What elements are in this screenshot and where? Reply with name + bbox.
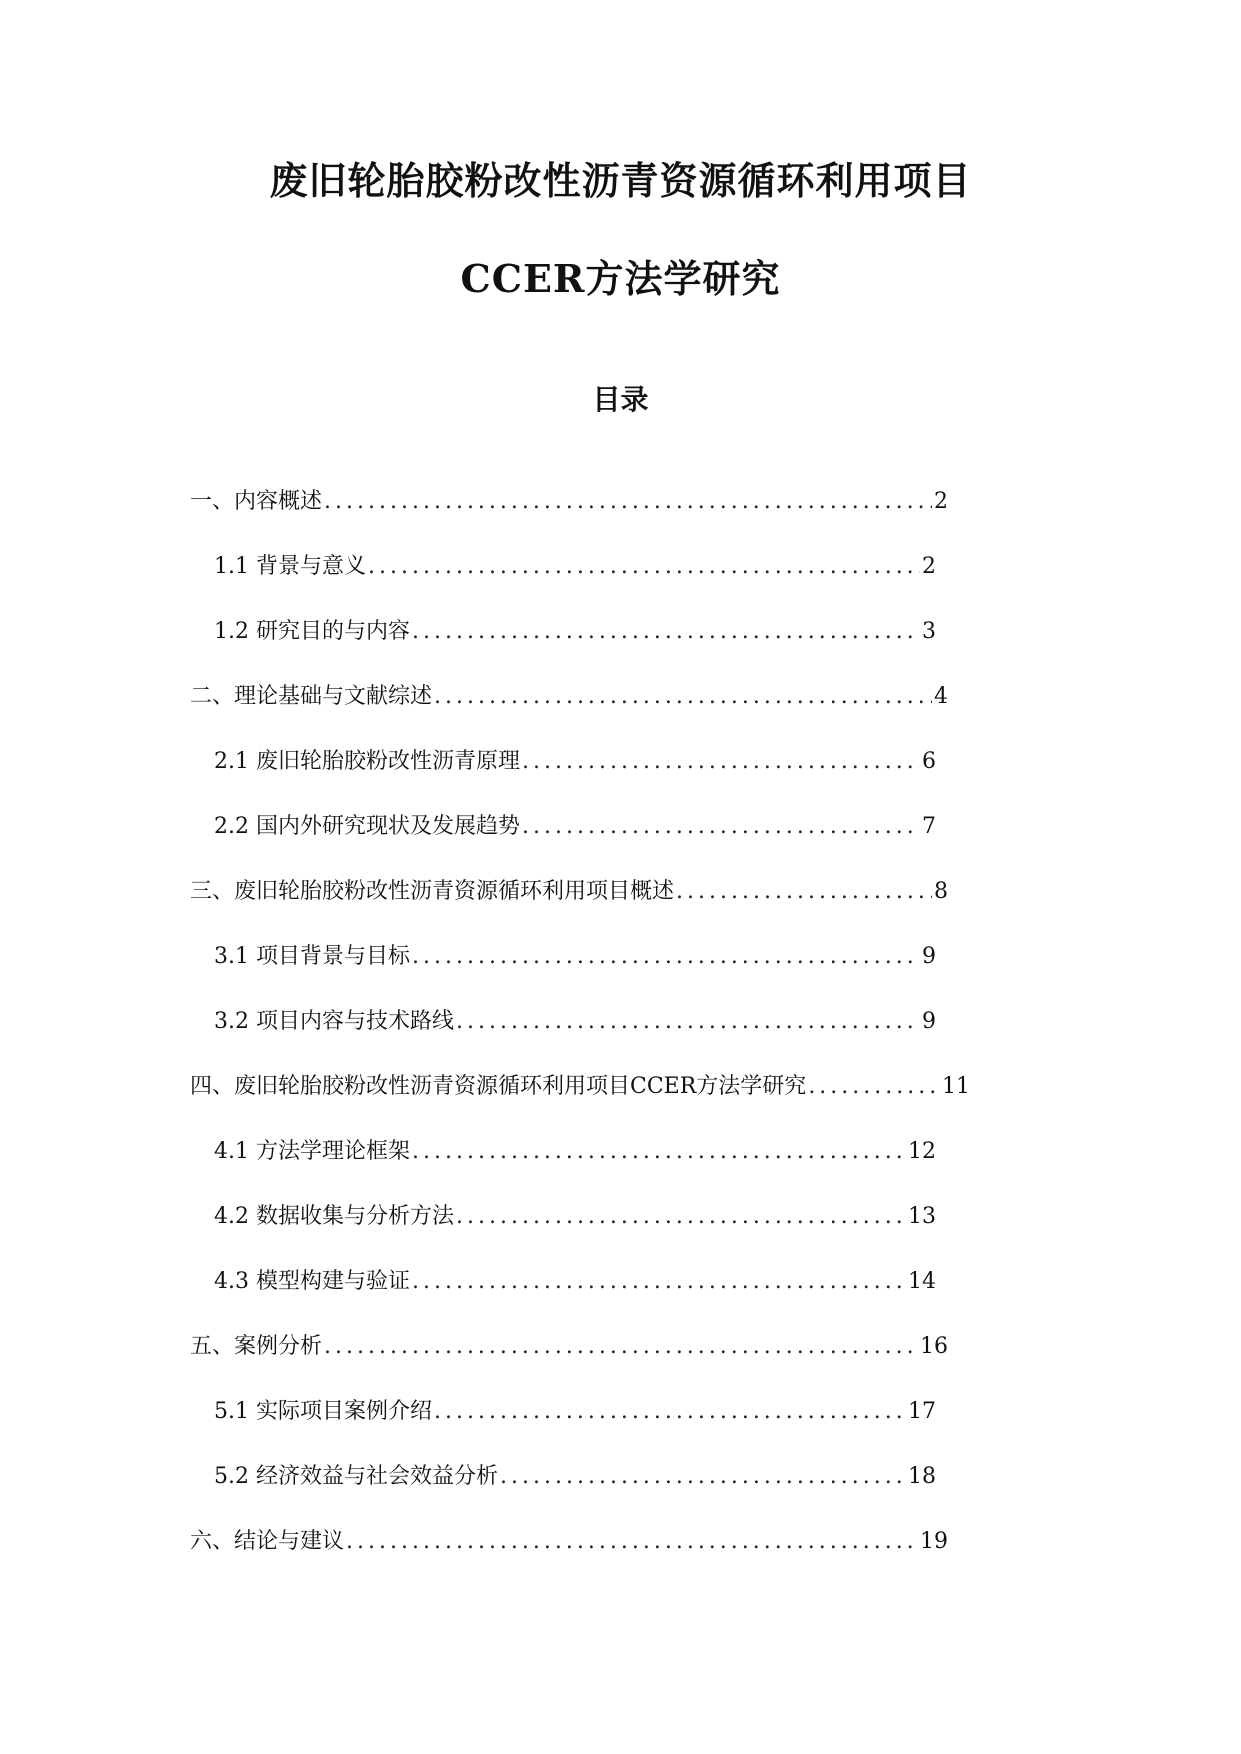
toc-leader-dots (412, 619, 920, 644)
toc-leader-dots (522, 749, 920, 774)
toc-entry-5-2[interactable] (190, 1459, 936, 1524)
document-title-line-2: CCER方法学研究 (460, 256, 781, 301)
toc-entry-1[interactable] (190, 484, 948, 549)
document-title-line-1: 废旧轮胎胶粉改性沥青资源循环利用项目 (269, 158, 972, 203)
toc-page-number: 9 (922, 1009, 936, 1034)
toc-entry-2-1[interactable] (190, 744, 936, 809)
toc-page-number: 13 (908, 1204, 936, 1229)
toc-entry-5[interactable] (190, 1329, 948, 1394)
toc-page-number: 16 (920, 1334, 948, 1359)
toc-entry-4[interactable] (190, 1069, 970, 1134)
toc-entry-3-1[interactable] (190, 939, 936, 1004)
toc-leader-dots (324, 489, 932, 514)
toc-entry-label: 1.2 研究目的与内容 (214, 619, 411, 644)
toc-page-number: 12 (908, 1139, 936, 1164)
toc-entry-label: 4.3 模型构建与验证 (214, 1269, 411, 1294)
toc-leader-dots (808, 1074, 940, 1099)
toc-leader-dots (412, 1139, 906, 1164)
toc-leader-dots (434, 1399, 906, 1424)
toc-entry-label: 二、理论基础与文献综述 (190, 684, 433, 709)
toc-entry-4-3[interactable] (190, 1264, 936, 1329)
toc-entry-4-2[interactable] (190, 1199, 936, 1264)
toc-page-number: 19 (920, 1529, 948, 1554)
toc-page-number: 3 (922, 619, 936, 644)
toc-entry-label: 2.1 废旧轮胎胶粉改性沥青原理 (214, 749, 521, 774)
toc-leader-dots (412, 1269, 906, 1294)
toc-leader-dots (456, 1204, 906, 1229)
toc-leader-dots (324, 1334, 918, 1359)
toc-heading: 目录 (592, 383, 649, 416)
toc-entry-label: 三、废旧轮胎胶粉改性沥青资源循环利用项目概述 (190, 879, 675, 904)
toc-leader-dots (522, 814, 920, 839)
toc-entry-5-1[interactable] (190, 1394, 936, 1459)
toc-entry-3[interactable] (190, 874, 948, 939)
toc-page-number: 7 (922, 814, 936, 839)
toc-leader-dots (676, 879, 932, 904)
toc-entry-label: 四、废旧轮胎胶粉改性沥青资源循环利用项目CCER方法学研究 (190, 1074, 807, 1099)
toc-page-number: 18 (908, 1464, 936, 1489)
toc-leader-dots (434, 684, 932, 709)
toc-leader-dots (368, 554, 920, 579)
toc-page-number: 8 (934, 879, 948, 904)
toc-entry-label: 六、结论与建议 (190, 1529, 345, 1554)
toc-page-number: 2 (934, 489, 948, 514)
toc-page-number: 11 (942, 1074, 970, 1099)
toc-page-number: 14 (908, 1269, 936, 1294)
toc-entry-6[interactable] (190, 1524, 948, 1589)
toc-page-number: 9 (922, 944, 936, 969)
toc-page-number: 6 (922, 749, 936, 774)
toc-page-number: 17 (908, 1399, 936, 1424)
toc-entry-1-1[interactable] (190, 549, 936, 614)
toc-entry-3-2[interactable] (190, 1004, 936, 1069)
toc-entry-label: 3.1 项目背景与目标 (214, 944, 411, 969)
table-of-contents (190, 484, 970, 1589)
toc-entry-2-2[interactable] (190, 809, 936, 874)
toc-entry-1-2[interactable] (190, 614, 936, 679)
toc-leader-dots (456, 1009, 920, 1034)
toc-entry-label: 五、案例分析 (190, 1334, 323, 1359)
toc-leader-dots (346, 1529, 918, 1554)
toc-page-number: 4 (934, 684, 948, 709)
toc-entry-label: 5.2 经济效益与社会效益分析 (214, 1464, 499, 1489)
toc-entry-label: 5.1 实际项目案例介绍 (214, 1399, 433, 1424)
toc-entry-label: 一、内容概述 (190, 489, 323, 514)
toc-leader-dots (412, 944, 920, 969)
toc-entry-label: 4.1 方法学理论框架 (214, 1139, 411, 1164)
toc-entry-label: 2.2 国内外研究现状及发展趋势 (214, 814, 521, 839)
toc-entry-label: 1.1 背景与意义 (214, 554, 367, 579)
toc-leader-dots (500, 1464, 906, 1489)
toc-entry-2[interactable] (190, 679, 948, 744)
toc-entry-4-1[interactable] (190, 1134, 936, 1199)
toc-entry-label: 4.2 数据收集与分析方法 (214, 1204, 455, 1229)
toc-entry-label: 3.2 项目内容与技术路线 (214, 1009, 455, 1034)
toc-page-number: 2 (922, 554, 936, 579)
